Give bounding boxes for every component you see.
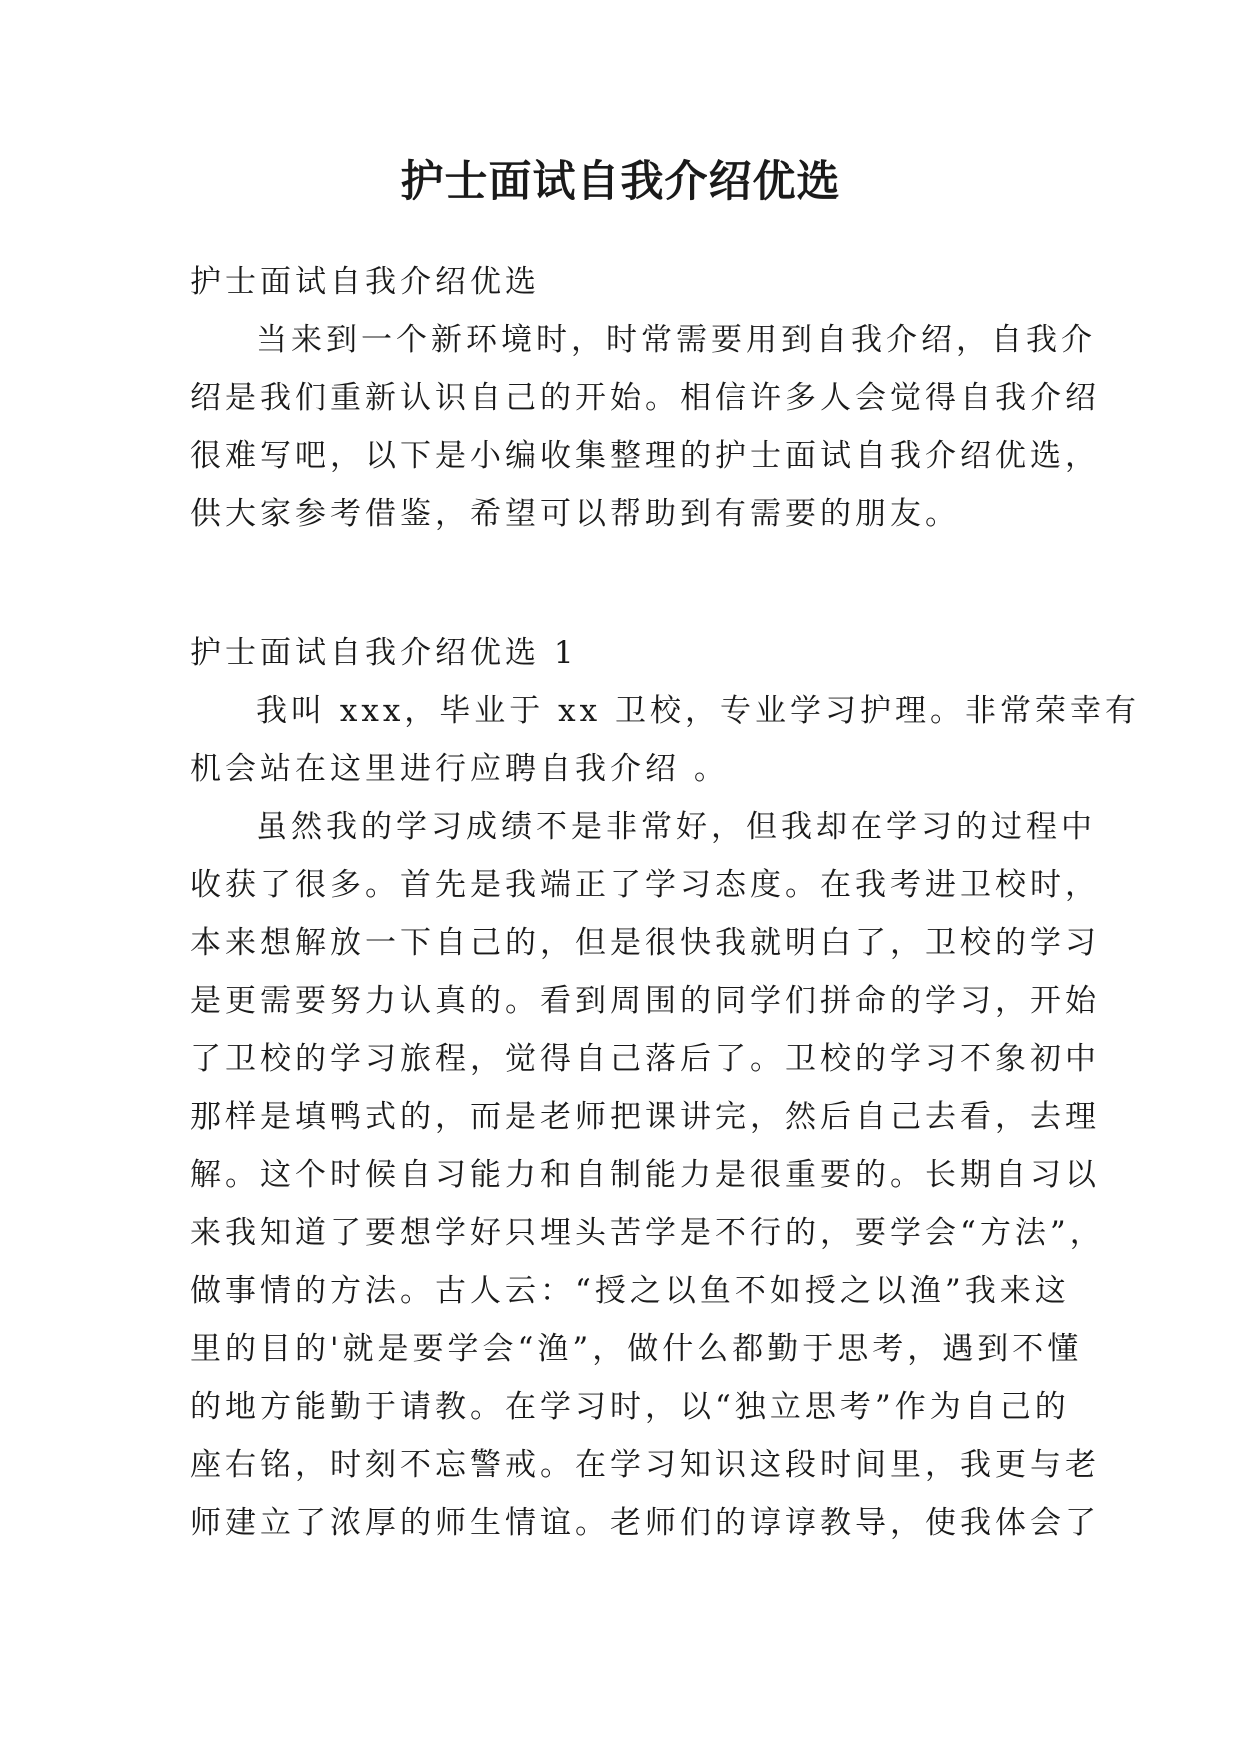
intro-section (190, 253, 1100, 543)
section-1-heading: 护士面试自我介绍优选 1 (190, 635, 578, 671)
paragraph-line: 座右铭，时刻不忘警戒。在学习知识这段时间里，我更与老 (190, 1447, 1100, 1483)
intro-line: 当来到一个新环境时，时常需要用到自我介绍，自我介 (256, 322, 1096, 358)
intro-heading: 护士面试自我介绍优选 (190, 264, 540, 300)
section-1 (190, 624, 1140, 1552)
document-title: 护士面试自我介绍优选 (400, 157, 841, 207)
paragraph-line: 那样是填鸭式的，而是老师把课讲完，然后自己去看，去理 (190, 1099, 1100, 1135)
intro-line: 绍是我们重新认识自己的开始。相信许多人会觉得自我介绍 (190, 380, 1100, 416)
paragraph-line: 做事情的方法。古人云：“授之以鱼不如授之以渔”我来这 (190, 1273, 1070, 1309)
paragraph-line: 了卫校的学习旅程，觉得自己落后了。卫校的学习不象初中 (190, 1041, 1100, 1077)
paragraph-line: 解。这个时候自习能力和自制能力是很重要的。长期自习以 (190, 1157, 1100, 1193)
intro-line: 很难写吧，以下是小编收集整理的护士面试自我介绍优选， (190, 438, 1100, 474)
paragraph-line: 师建立了浓厚的师生情谊。老师们的谆谆教导，使我体会了 (190, 1505, 1100, 1541)
paragraph-line: 收获了很多。首先是我端正了学习态度。在我考进卫校时， (190, 867, 1100, 903)
paragraph-line: 机会站在这里进行应聘自我介绍 。 (190, 751, 729, 787)
paragraph-line: 虽然我的学习成绩不是非常好，但我却在学习的过程中 (256, 809, 1096, 845)
paragraph-line: 的地方能勤于请教。在学习时，以“独立思考”作为自己的 (190, 1389, 1070, 1425)
paragraph-line: 里的目的'就是要学会“渔”，做什么都勤于思考，遇到不懂 (190, 1331, 1083, 1367)
paragraph-line: 本来想解放一下自己的，但是很快我就明白了，卫校的学习 (190, 925, 1100, 961)
paragraph-line: 是更需要努力认真的。看到周围的同学们拼命的学习，开始 (190, 983, 1100, 1019)
paragraph-line: 我叫 xxx，毕业于 xx 卫校，专业学习护理。非常荣幸有 (256, 693, 1140, 729)
intro-line: 供大家参考借鉴，希望可以帮助到有需要的朋友。 (190, 496, 960, 532)
paragraph-line: 来我知道了要想学好只埋头苦学是不行的，要学会“方法”， (190, 1215, 1105, 1251)
